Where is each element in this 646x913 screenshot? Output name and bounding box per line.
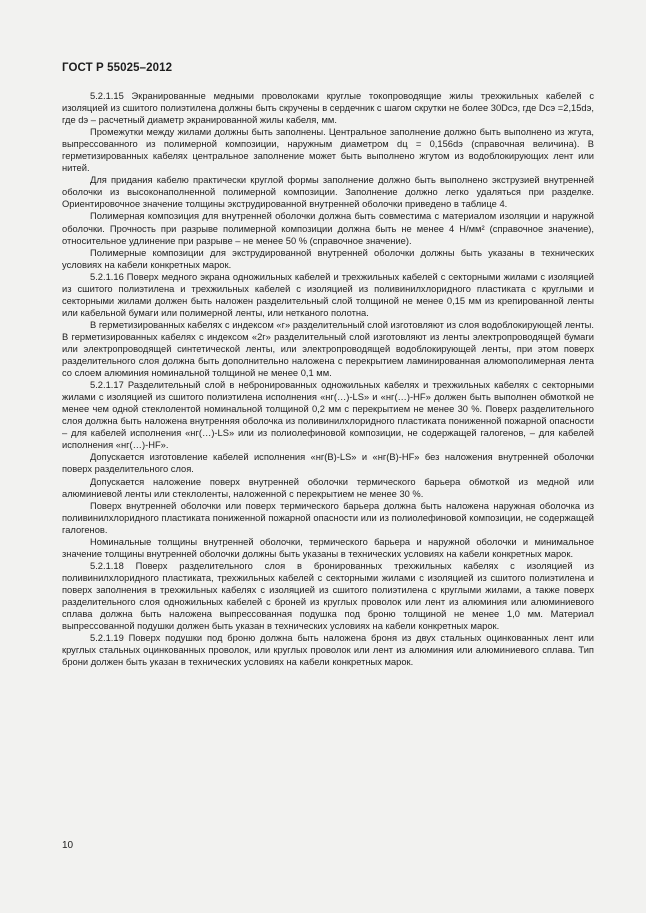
paragraph: Поверх внутренней оболочки или поверх термического барьера должна быть наложена наружная оболочка из поливинилхлоридного пластиката пониженной пожарной опасности или из полиолефиновой композиции, не содержащей галогенов. [62,500,594,535]
standard-header: ГОСТ Р 55025–2012 [62,62,173,74]
paragraph: Полимерные композиции для экструдированной внутренней оболочки должны быть указаны в технических условиях на кабели конкретных марок. [62,247,594,270]
document-body [62,90,594,668]
paragraph: Номинальные толщины внутренней оболочки, термического барьера и наружной оболочки и минимальное значение толщины внутренней оболочки должны быть указаны в технических условиях на кабели конкретных марок. [62,536,594,559]
paragraph: Допускается наложение поверх внутренней оболочки термического барьера обмоткой из медной или алюминиевой ленты или стеклоленты, наложенной с перекрытием не менее 30 %. [62,476,594,499]
paragraph: 5.2.1.17 Разделительный слой в небронированных одножильных кабелях и трехжильных кабелях с секторными жилами с изоляцией из сшитого полиэтилена исполнения «нг(…)-LS» и «нг(…)-HF» должен быть выполнен обмоткой не менее чем одной стеклолентой номинальной толщиной 0,2 мм с перекрытием не менее 30 %. Поверх разделительного слоя должна быть наложена внутренняя оболочка из поливинилхлоридного пластиката пониженной пожарной опасности – для кабелей исполнения «нг(…)-LS» или из полиолефиновой композиции, не содержащей галогенов, – для кабелей исполнения «нг(…)-HF». [62,380,594,451]
paragraph: 5.2.1.16 Поверх медного экрана одножильных кабелей и трехжильных кабелей с секторными жилами с изоляцией из сшитого полиэтилена и трехжильных кабелей с изоляцией из поливинилхлоридного пластиката с круглыми и секторными жилами должен быть наложен разделительный слой толщиной не менее 0,15 мм из крепированной ленты или кабельной бумаги или полимерной ленты, или нетканого полотна. [62,271,594,318]
paragraph: Для придания кабелю практически круглой формы заполнение должно быть выполнено экструзией внутренней оболочки из высоконаполненной полимерной композиции. Заполнение должно легко удаляться при разделке. Ориентировочное значение толщины экструдированной внутренней оболочки приведено в таблице 4. [62,175,594,210]
paragraph: В герметизированных кабелях с индексом «г» разделительный слой изготовляют из слоя водоблокирующей ленты. В герметизированных кабелях с индексом «2г» разделительный слой изготовляют из ленты электропроводящей бумаги или электропроводящей синтетической ленты, или электропроводящей водоблокирующей ленты, при этом поверх разделительного слоя должна быть дополнительно наложена с перекрытием ламинированная алюмополимерная лента со слоем алюминия номинальной толщиной не менее 0,1 мм. [62,319,594,379]
page-number: 10 [62,840,74,851]
paragraph: Допускается изготовление кабелей исполнения «нг(В)-LS» и «нг(В)-HF» без наложения внутренней оболочки поверх разделительного слоя. [62,452,594,475]
paragraph: 5.2.1.15 Экранированные медными проволоками круглые токопроводящие жилы трехжильных кабелей с изоляцией из сшитого полиэтилена должны быть скручены в сердечник с шагом скрутки не более 30Dсэ, где Dсэ =2,15dэ, где dэ – расчетный диаметр экранированной жилы кабеля, мм. [62,91,594,126]
paragraph: Полимерная композиция для внутренней оболочки должна быть совместима с материалом изоляции и наружной оболочки. Прочность при разрыве полимерной композиции должна быть не менее 4 Н/мм² (справочное значение), относительное удлинение при разрыве – не менее 50 % (справочное значение). [62,211,594,246]
paragraph: 5.2.1.18 Поверх разделительного слоя в бронированных трехжильных кабелях с изоляцией из поливинилхлоридного пластиката, трехжильных кабелей с секторными жилами с изоляцией из сшитого полиэтилена и поверх заполнения в трехжильных кабелях с изоляцией из сшитого полиэтилена с круглыми жилами, а также поверх разделительного слоя одножильных кабелей с броней из круглых проволок или лент из алюминия или алюминиевого сплава должна быть наложена выпрессованная подушка под броню толщиной не менее 1,0 мм. Материал выпрессованной подушки должен быть указан в технических условиях на кабели конкретных марок. [62,560,594,632]
paragraph: Промежутки между жилами должны быть заполнены. Центральное заполнение должно быть выполнено из жгута, выпрессованного из полимерной композиции, наружным диаметром dц = 0,156dэ (справочная величина). В герметизированных кабелях центральное заполнение может быть выполнено жгутом из водоблокирующих лент или нитей. [62,127,594,174]
paragraph: 5.2.1.19 Поверх подушки под броню должна быть наложена броня из двух стальных оцинкованных лент или круглых стальных оцинкованных проволок, или круглых проволок или лент из алюминия или алюминиевого сплава. Тип брони должен быть указан в технических условиях на кабели конкретных марок. [62,633,594,668]
